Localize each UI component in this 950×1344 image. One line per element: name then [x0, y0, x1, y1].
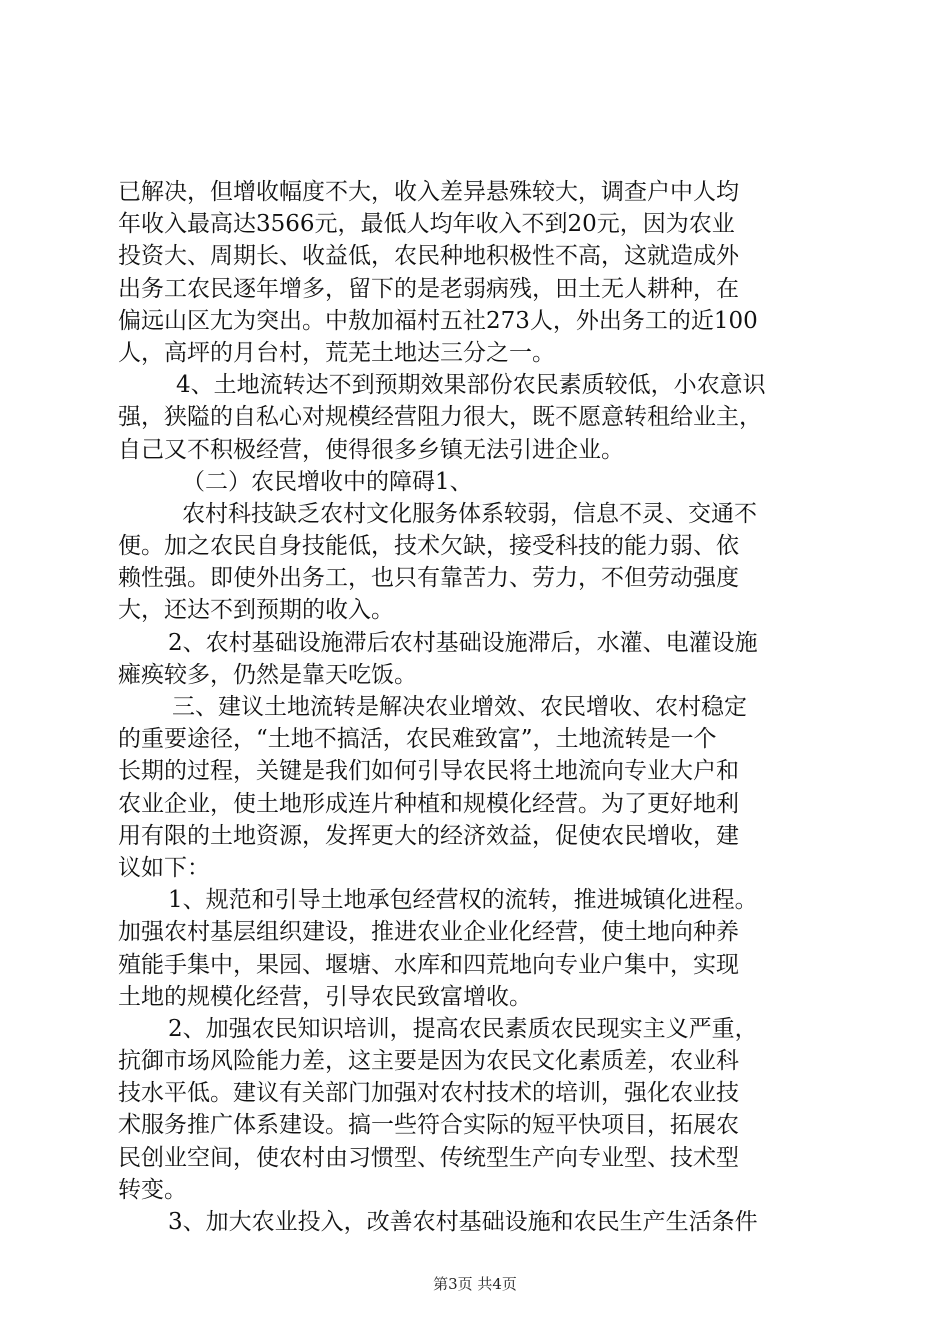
text-line: 农业企业，使土地形成连片种植和规模化经营。为了更好地利 — [118, 790, 739, 817]
text-line: 4、土地流转达不到预期效果部份农民素质较低，小农意识 — [176, 372, 766, 399]
text-line: 大，还达不到预期的收入。 — [118, 597, 394, 624]
text-line: 出务工农民逐年增多，留下的是老弱病残，田土无人耕种，在 — [118, 275, 739, 302]
text-line: 便。加之农民自身技能低，技术欠缺，接受科技的能力弱、依 — [118, 533, 739, 560]
text-line: 2、农村基础设施滞后农村基础设施滞后，水灌、电灌设施 — [168, 629, 758, 656]
text-line: 1、规范和引导土地承包经营权的流转，推进城镇化进程。 — [168, 887, 758, 914]
document-body — [118, 176, 832, 1238]
text-line: 自己又不积极经营，使得很多乡镇无法引进企业。 — [118, 436, 624, 463]
text-line: 抗御市场风险能力差，这主要是因为农民文化素质差，农业科 — [118, 1048, 739, 1075]
text-line: 转变。 — [118, 1176, 187, 1203]
text-line: 民创业空间，使农村由习惯型、传统型生产向专业型、技术型 — [118, 1144, 739, 1171]
text-line: 术服务推广体系建设。搞一些符合实际的短平快项目，拓展农 — [118, 1112, 739, 1139]
text-line: 殖能手集中，果园、堰塘、水库和四荒地向专业户集中，实现 — [118, 951, 739, 978]
text-line: 已解决，但增收幅度不大，收入差异悬殊较大，调查户中人均 — [118, 179, 739, 205]
text-line: 土地的规模化经营，引导农民致富增收。 — [118, 983, 532, 1010]
text-line: （二）农民增收中的障碍1、 — [182, 468, 473, 495]
text-line: 加强农村基层组织建设，推进农业企业化经营，使土地向种养 — [118, 919, 739, 946]
text-line: 农村科技缺乏农村文化服务体系较弱，信息不灵、交通不 — [182, 500, 757, 527]
text-line: 长期的过程，关键是我们如何引导农民将土地流向专业大户和 — [118, 758, 739, 785]
text-line: 技水平低。建议有关部门加强对农村技术的培训，强化农业技 — [118, 1080, 739, 1107]
text-line: 3、加大农业投入，改善农村基础设施和农民生产生活条件 — [168, 1209, 758, 1235]
text-line: 用有限的土地资源，发挥更大的经济效益，促使农民增收，建 — [118, 822, 739, 849]
text-line: 的重要途径，“土地不搞活，农民难致富”，土地流转是一个 — [118, 726, 717, 753]
text-line: 投资大、周期长、收益低，农民种地积极性不高，这就造成外 — [118, 243, 739, 270]
text-line: 议如下： — [118, 854, 210, 881]
text-line: 强，狭隘的自私心对规模经营阻力很大，既不愿意转租给业主， — [118, 404, 762, 431]
text-line: 年收入最高达3566元，最低人均年收入不到20元，因为农业 — [118, 211, 735, 238]
text-line: 瘫痪较多，仍然是靠天吃饭。 — [118, 661, 417, 688]
text-line: 2、加强农民知识培训，提高农民素质农民现实主义严重， — [168, 1015, 758, 1042]
text-line: 三、建议土地流转是解决农业增效、农民增收、农村稳定 — [172, 694, 747, 720]
text-line: 人，高坪的月台村，荒芜土地达三分之一。 — [118, 339, 555, 366]
text-line: 赖性强。即使外出务工，也只有靠苦力、劳力，不但劳动强度 — [118, 565, 739, 592]
text-line: 偏远山区尢为突出。中敖加福村五社273人，外出务工的近100 — [118, 307, 758, 334]
page-number-footer: 第3页 共4页 — [433, 1275, 517, 1293]
